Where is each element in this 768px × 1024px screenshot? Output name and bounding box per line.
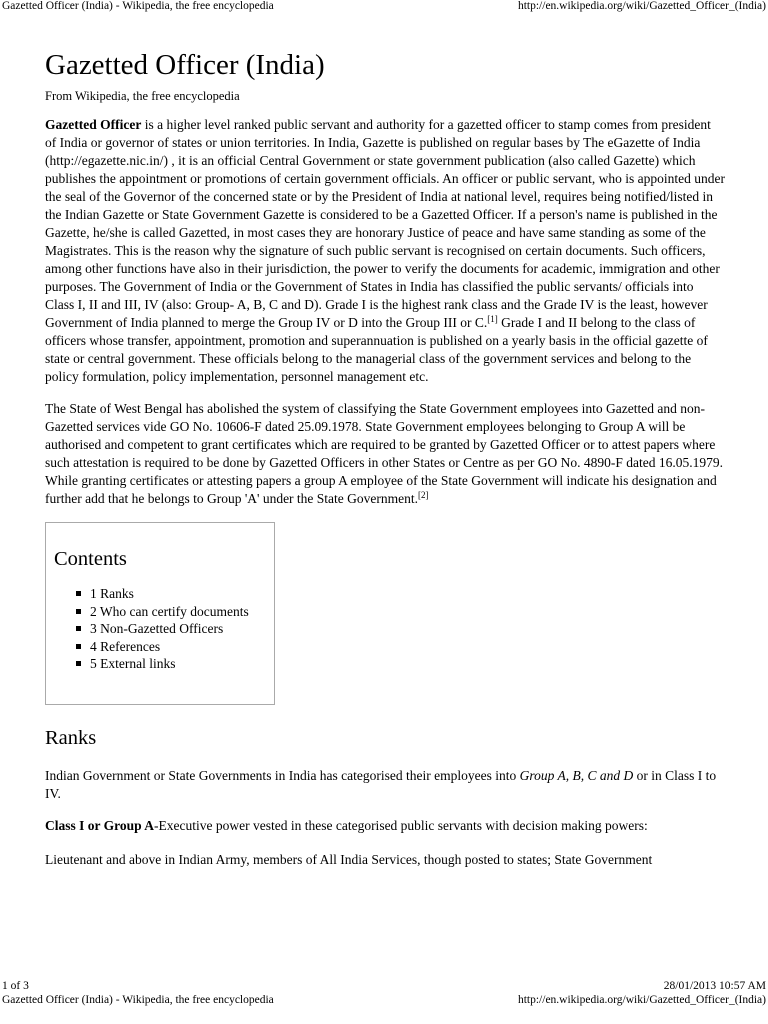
table-of-contents bbox=[45, 522, 275, 705]
class-a-paragraph bbox=[45, 817, 725, 835]
toc-list bbox=[54, 585, 274, 673]
class-a-text: -Executive power vested in these categorised public servants with decision making powers: bbox=[154, 818, 648, 833]
toc-title: Contents bbox=[54, 548, 127, 570]
ranks-text-b: or in Class I to IV. bbox=[45, 768, 717, 801]
west-bengal-paragraph bbox=[45, 400, 725, 508]
header-title: Gazetted Officer (India) - Wikipedia, the free encyclopedia bbox=[2, 0, 274, 12]
article-content bbox=[45, 48, 725, 869]
ranks-text-a: Indian Government or State Governments in India has categorised their employees into bbox=[45, 768, 520, 783]
footer-url[interactable]: http://en.wikipedia.org/wiki/Gazetted_Officer_(India) bbox=[517, 994, 766, 1006]
page-title: Gazetted Officer (India) bbox=[45, 49, 325, 81]
footer-title: Gazetted Officer (India) - Wikipedia, the free encyclopedia bbox=[2, 994, 274, 1006]
site-tagline: From Wikipedia, the free encyclopedia bbox=[45, 89, 240, 103]
lieutenant-paragraph: Lieutenant and above in Indian Army, members of All India Services, though posted to states; State Government bbox=[45, 852, 653, 867]
intro-text-2: Grade I and II belong to the class of officers whose transfer, appointment, promotion and superannuation is published on a yearly basis in the official gazette of state or central government. These officials belong to the managerial class of the government services and belong to the policy formulation, policy implementation, personnel management etc. bbox=[45, 315, 708, 384]
ranks-paragraph bbox=[45, 767, 725, 803]
ranks-groups-emphasis: Group A, B, C and D bbox=[519, 768, 634, 783]
toc-item-who-can-certify[interactable]: 2 Who can certify documents bbox=[76, 603, 274, 621]
intro-paragraph bbox=[45, 116, 725, 386]
toc-item-external-links[interactable]: 5 External links bbox=[76, 655, 274, 673]
toc-item-non-gazetted[interactable]: 3 Non-Gazetted Officers bbox=[76, 620, 274, 638]
print-datetime: 28/01/2013 10:57 AM bbox=[663, 980, 766, 992]
west-bengal-text: The State of West Bengal has abolished the system of classifying the State Government employees into Gazetted and non-Gazetted services vide GO No. 10606-F dated 25.09.1978. State Government employees belonging to Group A will be authorised and competent to grant certificates which are required to be granted by Gazetted Officer or to attest papers where such attestation is required to be done by Gazetted Officers in other States or Centre as per GO No. 4890-F dated 16.05.1979. While granting certificates or attesting papers a group A employee of the State Government will indicate his designation and further add that he belongs to Group 'A' under the State Government. bbox=[45, 401, 723, 506]
reference-1-link[interactable]: [1] bbox=[487, 314, 498, 324]
toc-item-ranks[interactable]: 1 Ranks bbox=[76, 585, 274, 603]
reference-2-link[interactable]: [2] bbox=[418, 490, 429, 500]
class-a-bold: Class I or Group A bbox=[45, 818, 155, 833]
toc-item-references[interactable]: 4 References bbox=[76, 638, 274, 656]
header-url[interactable]: http://en.wikipedia.org/wiki/Gazetted_Officer_(India) bbox=[517, 0, 766, 12]
ranks-heading: Ranks bbox=[45, 727, 97, 749]
intro-bold-term: Gazetted Officer bbox=[45, 117, 142, 132]
intro-text-1: is a higher level ranked public servant and authority for a gazetted officer to stamp comes from president of India or governor of states or union territories. In India, Gazette is published on regular bases by The eGazette of India (http://egazette.nic.in/) , it is an official Central Government or state government publication (also called Gazette) which publishes the appointment or promotions of certain government officials. An officer or public servant, who is appointed under the seal of the Governor of the concerned state or by the President of India at national level, requires being notified/listed in the Indian Gazette or State Government Gazette is considered to be a Gazetted Officer. If a person's name is published in the Gazette, he/she is called Gazetted, in most cases they are honorary Justice of peace and have same standing as some of the Magistrates. This is the reason why the signature of such public servant is recognised on certain documents. Such officers, among other functions have also in their jurisdiction, the power to verify the documents for academic, immigration and other purposes. The Government of India or the Government of States in India has classified the public servants/ officials into Class I, II and III, IV (also: Group- A, B, C and D). Grade I is the highest rank class and the Grade IV is the least, however Government of India planned to merge the Group IV or D into the Group III or C. bbox=[45, 117, 725, 330]
page-counter: 1 of 3 bbox=[2, 980, 29, 992]
